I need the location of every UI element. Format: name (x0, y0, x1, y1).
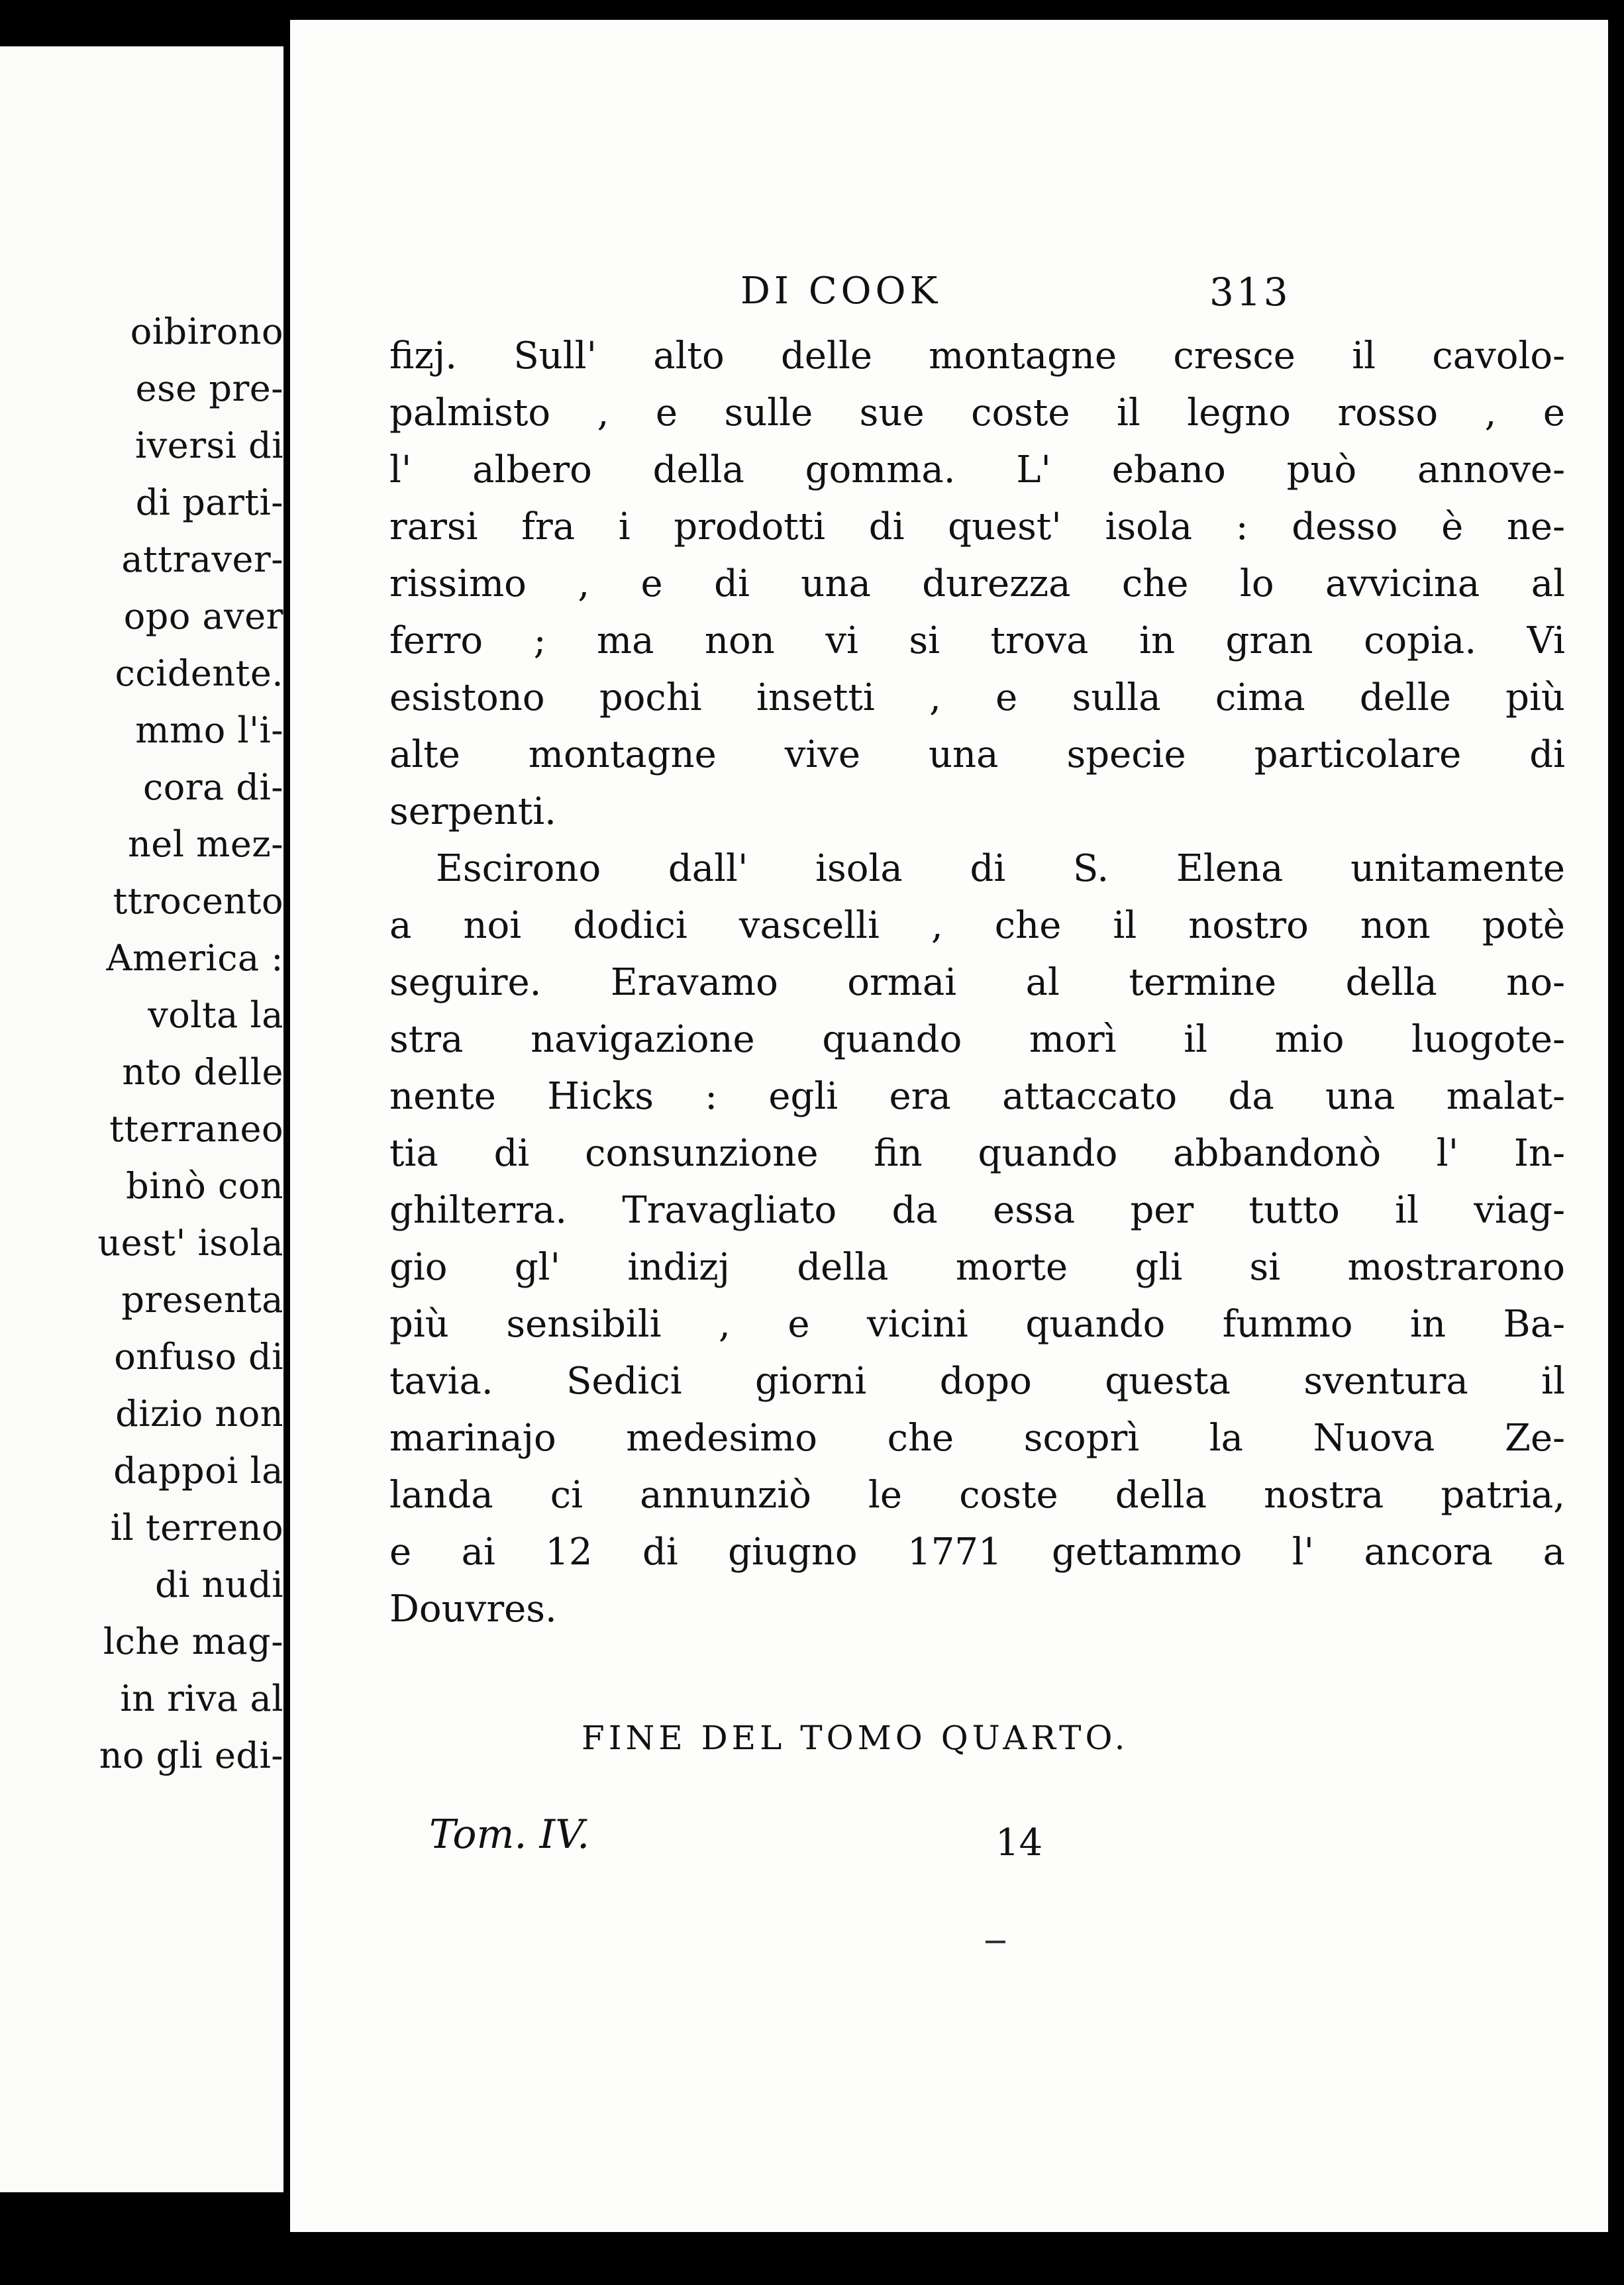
body-line: tia di consunzione fin quando abbandonò l' In- (389, 1132, 1565, 1175)
left-page-line: no gli edi- (99, 1735, 283, 1776)
left-page-line: tterraneo (109, 1108, 283, 1150)
body-line: stra navigazione quando morì il mio luogote- (389, 1018, 1565, 1061)
left-page-line: onfuso di (114, 1336, 283, 1378)
body-line: l' albero della gomma. L' ebano può annove- (389, 448, 1565, 491)
left-page-line: nto delle (122, 1051, 283, 1093)
body-line: Douvres. (389, 1588, 557, 1631)
page-header (290, 270, 1608, 336)
printer-mark (986, 1941, 1005, 1943)
body-line: rarsi fra i prodotti di quest' isola : desso è ne- (389, 505, 1565, 548)
left-page-line: mmo l'i- (135, 709, 283, 751)
left-page-line: attraver- (121, 538, 283, 580)
right-page (290, 20, 1608, 2232)
left-page-line: America : (106, 937, 283, 979)
left-page-line: oibirono (130, 311, 283, 352)
left-page-line: di nudi (155, 1564, 283, 1605)
left-page-line: cora di- (142, 766, 283, 808)
body-line: ferro ; ma non vi si trova in gran copia. Vi (389, 619, 1565, 662)
left-page-line: nel mez- (127, 823, 283, 865)
left-page-line: dappoi la (113, 1450, 283, 1492)
body-line: seguire. Eravamo ormai al termine della no- (389, 961, 1565, 1004)
left-page-line: presenta (121, 1279, 283, 1321)
left-page-line: ttrocento (113, 880, 283, 922)
body-text (389, 328, 1565, 1638)
body-line: gio gl' indizj della morte gli si mostrarono (389, 1246, 1565, 1289)
body-line: nente Hicks : egli era attaccato da una malat- (389, 1075, 1565, 1118)
body-line: marinajo medesimo che scoprì la Nuova Ze- (389, 1417, 1565, 1460)
body-line: serpenti. (389, 790, 556, 833)
running-head: DI COOK (740, 270, 942, 313)
body-line: alte montagne vive una specie particolare di (389, 733, 1565, 776)
left-page-line: uest' isola (97, 1222, 283, 1264)
left-page-line: il terreno (110, 1507, 283, 1549)
left-page-line: lche mag- (103, 1621, 283, 1662)
left-page-line: ese pre- (135, 368, 283, 409)
body-line: ghilterra. Travagliato da essa per tutto il viag- (389, 1189, 1565, 1232)
page-number: 313 (1209, 270, 1291, 315)
body-line: palmisto , e sulle sue coste il legno rosso , e (389, 391, 1565, 434)
body-line: a noi dodici vascelli , che il nostro non potè (389, 904, 1565, 947)
body-line: landa ci annunziò le coste della nostra patria, (389, 1474, 1565, 1517)
body-line: esistono pochi insetti , e sulla cima delle più (389, 676, 1565, 719)
left-page-text (5, 303, 283, 1784)
volume-signature: Tom. IV. (429, 1811, 590, 1858)
left-page-line: in riva al (120, 1678, 283, 1719)
left-page (0, 46, 283, 2192)
left-page-line: iversi di (134, 425, 283, 466)
left-page-line: di parti- (135, 482, 283, 523)
left-page-line: dizio non (115, 1393, 283, 1435)
body-line: tavia. Sedici giorni dopo questa sventura il (389, 1360, 1565, 1403)
body-line: Escirono dall' isola di S. Elena unitamente (436, 847, 1565, 890)
body-line: più sensibili , e vicini quando fummo in Ba- (389, 1303, 1565, 1346)
left-page-line: binò con (126, 1165, 283, 1207)
left-page-line: volta la (148, 994, 283, 1036)
gathering-number: 14 (995, 1821, 1043, 1864)
body-line: rissimo , e di una durezza che lo avvicina al (389, 562, 1565, 605)
left-page-line: ccidente. (115, 652, 283, 694)
body-line: fizj. Sull' alto delle montagne cresce il cavolo- (389, 334, 1565, 378)
left-page-line: opo aver (123, 595, 283, 637)
body-line: e ai 12 di giugno 1771 gettammo l' ancora a (389, 1531, 1565, 1574)
end-of-volume-mark: FINE DEL TOMO QUARTO. (582, 1719, 1129, 1757)
